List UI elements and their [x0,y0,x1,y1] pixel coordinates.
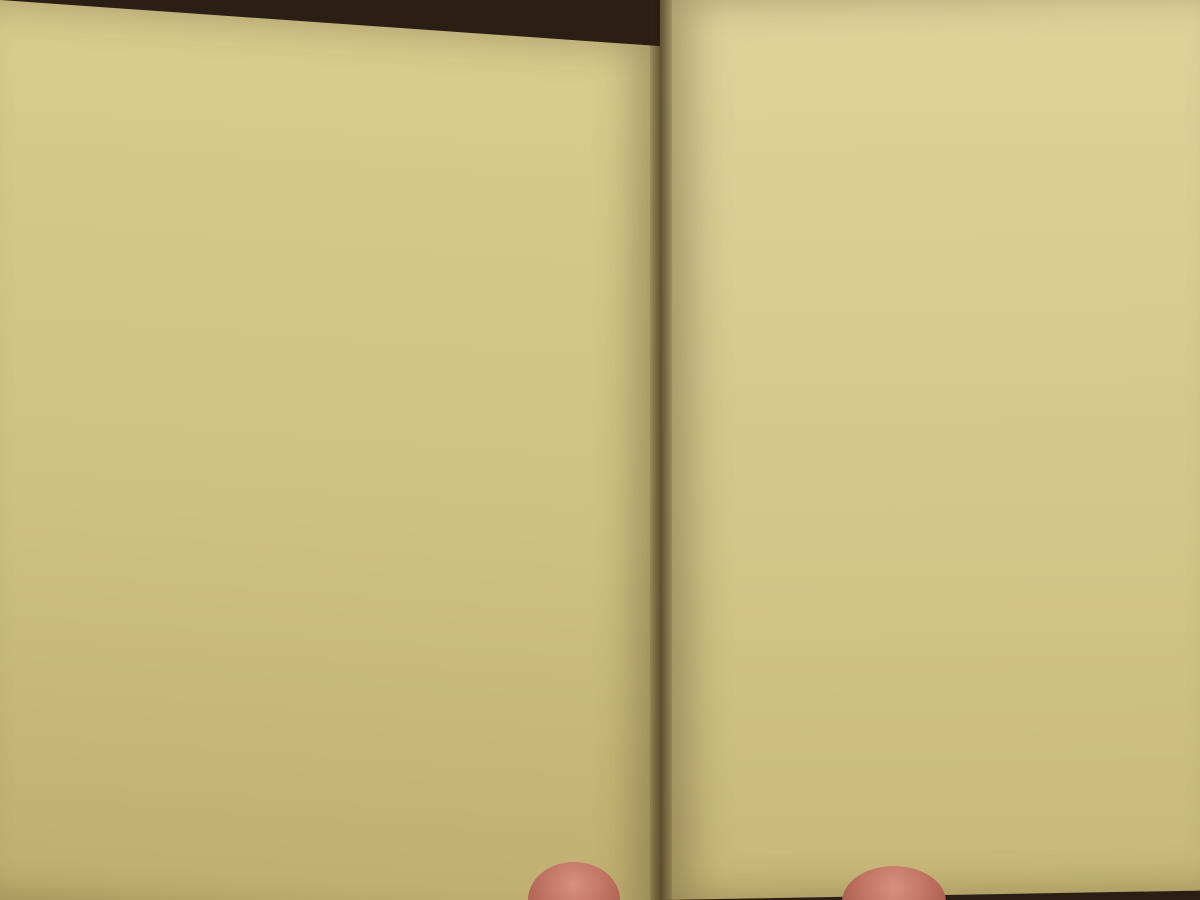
paragraph [722,316,1192,408]
right-page [660,0,1200,900]
right-body [722,43,1192,900]
paragraph [5,646,605,900]
paragraph [722,463,1192,828]
paragraph [722,169,1192,324]
paragraph [722,43,1192,177]
left-body-bottom [5,646,605,900]
book-gutter [650,0,672,900]
paragraph [722,820,1192,900]
paragraph [722,400,1192,471]
